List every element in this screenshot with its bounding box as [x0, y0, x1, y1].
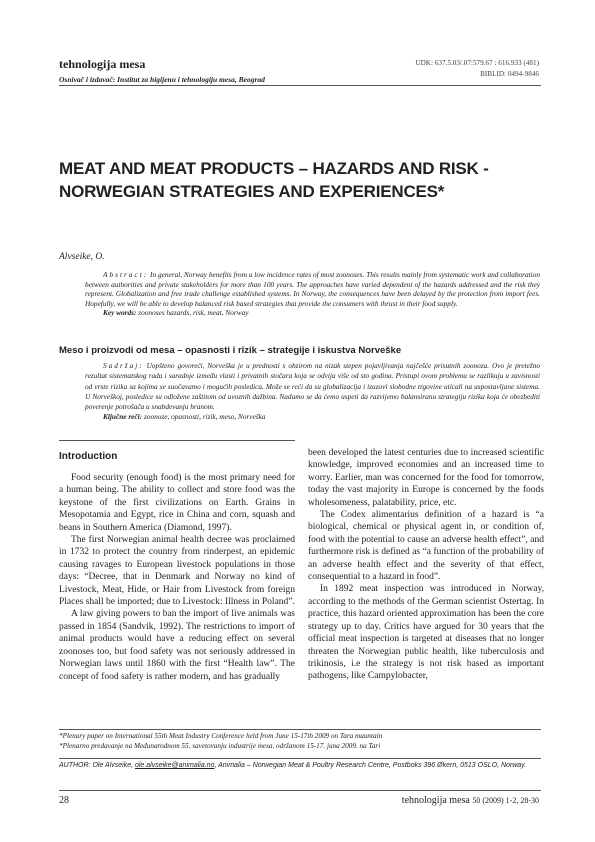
- body-column-right: [308, 447, 544, 683]
- header-rule: [59, 85, 541, 86]
- serbian-abstract-text: Uopšteno govoreći, Norveška je u prednosti s obzirom na nizak stepen pojavljivanja najčešće prisutnih zoonoza. Ovo je pretežno rezultat sistematskog rada i saradnje između vlasti i privatnih stočara koja se odvija više od sto godina. Pristupi ovom problemu se razlikuju u zavisnosti od vrste rizika sa kojima se suočavamo i mogućih posledica. Može se reći da su globalizacija i izuzovi slobodne trgovine uticali na uspostavljane sistema. U Norveškoj, posledice su odložene zaštitom od uvoznih dažbina. Nadamo se da ćemo uspeti da razvijemo balansiranu strategiju rizika koja će obezbediti poverenje potrošača u snabdevanju hranom.: [85, 361, 541, 412]
- publisher-line: Osnivač i izdavač: Institut za higijenu i tehnologiju mesa, Beograd: [59, 75, 265, 84]
- author-info-suffix: , Animalia – Norwegian Meat & Poultry Research Centre, Postboks 396 Økern, 0513 OSLO, Norway.: [214, 762, 527, 769]
- footer-rule: [59, 790, 541, 791]
- paragraph: The Codex alimentarius definition of a hazard is “a biological, chemical or physical agent in, or condition of, food with the potential to cause an adverse health effect”, and furthermore risk is defined as “a function of the probability of an adverse health effect and the severity of that effect, consequential to a hazard in food”.: [308, 510, 544, 583]
- udk-code: UDK: 637.5.03/.07:579.67 : 616.933 (481): [415, 59, 539, 67]
- author-rule: [59, 758, 541, 759]
- footer-journal: tehnologija mesa: [401, 795, 470, 806]
- author-name: Alvseike, O.: [59, 252, 105, 262]
- footnotes: [59, 732, 541, 751]
- paragraph: Food security (enough food) is the most primary need for a human being. The ability to collect and store food was the keystone of the first civilizations on Earth. Grains in Mesopotamia and Egypt, rice in China and corn, squash and beans in Southern America (Diamond, 1997).: [59, 473, 295, 533]
- section-rule-left: [59, 440, 295, 441]
- abstract-label: Abstract:: [103, 270, 149, 279]
- paragraph: A law giving powers to ban the import of live animals was passed in 1854 (Sandvik, 1992). The restrictions to import of animal products would have a reducing effect on several zoonoses too, but food safety was not seriously addressed in Norwegian laws until 1860 with the first “Health law”. The concept of food safety is rather modern, and has gradually: [59, 609, 295, 682]
- page-number: 28: [59, 795, 69, 806]
- paragraph: In 1892 meat inspection was introduced in Norway, according to the methods of the German scientist Ostertag. In practice, this hazard oriented approximation has been the core strategy up to day. Critics have argued for 30 years that the official meat inspection is targeted at diseases that no longer threaten the Norwegian public health, like tuberculosis and trikinosis, i.e the strategy is not risk based as important pathogens, like Campylobacter,: [308, 584, 544, 682]
- author-info: [59, 761, 529, 771]
- journal-header: [59, 57, 265, 84]
- serbian-keywords: zoonoze, opasnosti, rizik, meso, Norveška: [143, 412, 266, 422]
- intro-heading: Introduction: [59, 451, 118, 462]
- footnote-rule: [59, 729, 541, 730]
- article-title: MEAT AND MEAT PRODUCTS – HAZARDS AND RISK - NORWEGIAN STRATEGIES AND EXPERIENCES*: [59, 159, 489, 201]
- serbian-abstract-label: Sadržaj:: [103, 361, 144, 370]
- author-info-prefix: AUTHOR: Ole Alvseike,: [59, 762, 135, 769]
- classification-codes: [415, 58, 539, 80]
- keywords-label: Key words:: [103, 308, 137, 318]
- paragraph: The first Norwegian animal health decree was proclaimed in 1732 to protect the country from rinderpest, an epidemic causing ravages to European livestock populations in those days: “Decree, that in Denmark and Norway no kind of Livestock, Meat, Hide, or Hair from Livestock from foreign Places shall be imported; due to Livestock: Illness in Poland”.: [59, 535, 295, 608]
- abstract-text: In general, Norway benefits from a low incidence rates of most zoonoses. This results mainly from systematic work and collaboration between authorities and private stakeholders for more than 100 years. The approaches have varied dependent of the hazards addressed and the risk they represent. Globalization and free trade challenge established systems. In Norway, the consequences have been delayed by the protection from import fees. Hopefully, we will be able to develop balanced risk based strategies that provide the consumers with thrust in their food supply.: [85, 270, 540, 308]
- keywords: zoonoses hazards, risk, meat, Norway: [138, 308, 249, 318]
- biblid-code: BIBLID: 0494-9846: [480, 70, 539, 78]
- author-email-link[interactable]: ole.alvseike@animalia.no: [134, 762, 215, 769]
- journal-name: tehnologija mesa: [59, 57, 146, 71]
- serbian-abstract: [85, 361, 540, 423]
- abstract: [85, 270, 540, 318]
- footnote: *Plenarno predavanje na Međunarodnom 55. savetovanju industrije mesa, održanom 15-17. juna 2009. na Tari: [59, 741, 381, 750]
- footnote: *Plenary paper on International 55th Meat Industry Conference held from June 15-17th 2009 on Tara mauntain: [59, 732, 383, 740]
- serbian-keywords-label: Ključne reči:: [103, 412, 143, 422]
- paragraph: been developed the latest centuries due to increased scientific knowledge, improved economies and an increased time to worry. Earlier, man was concerned for the food for tomorrow, today the vast majority in Europe is concerned by the foods wholesomeness, palatability, price, etc.: [308, 448, 544, 508]
- body-column-left: [59, 472, 295, 683]
- footer-citation: [402, 795, 539, 806]
- footer-volume: 50 (2009) 1-2, 28-30: [472, 796, 539, 805]
- serbian-title: Meso i proizvodi od mesa – opasnosti i rizik – strategije i iskustva Norveške: [59, 345, 402, 356]
